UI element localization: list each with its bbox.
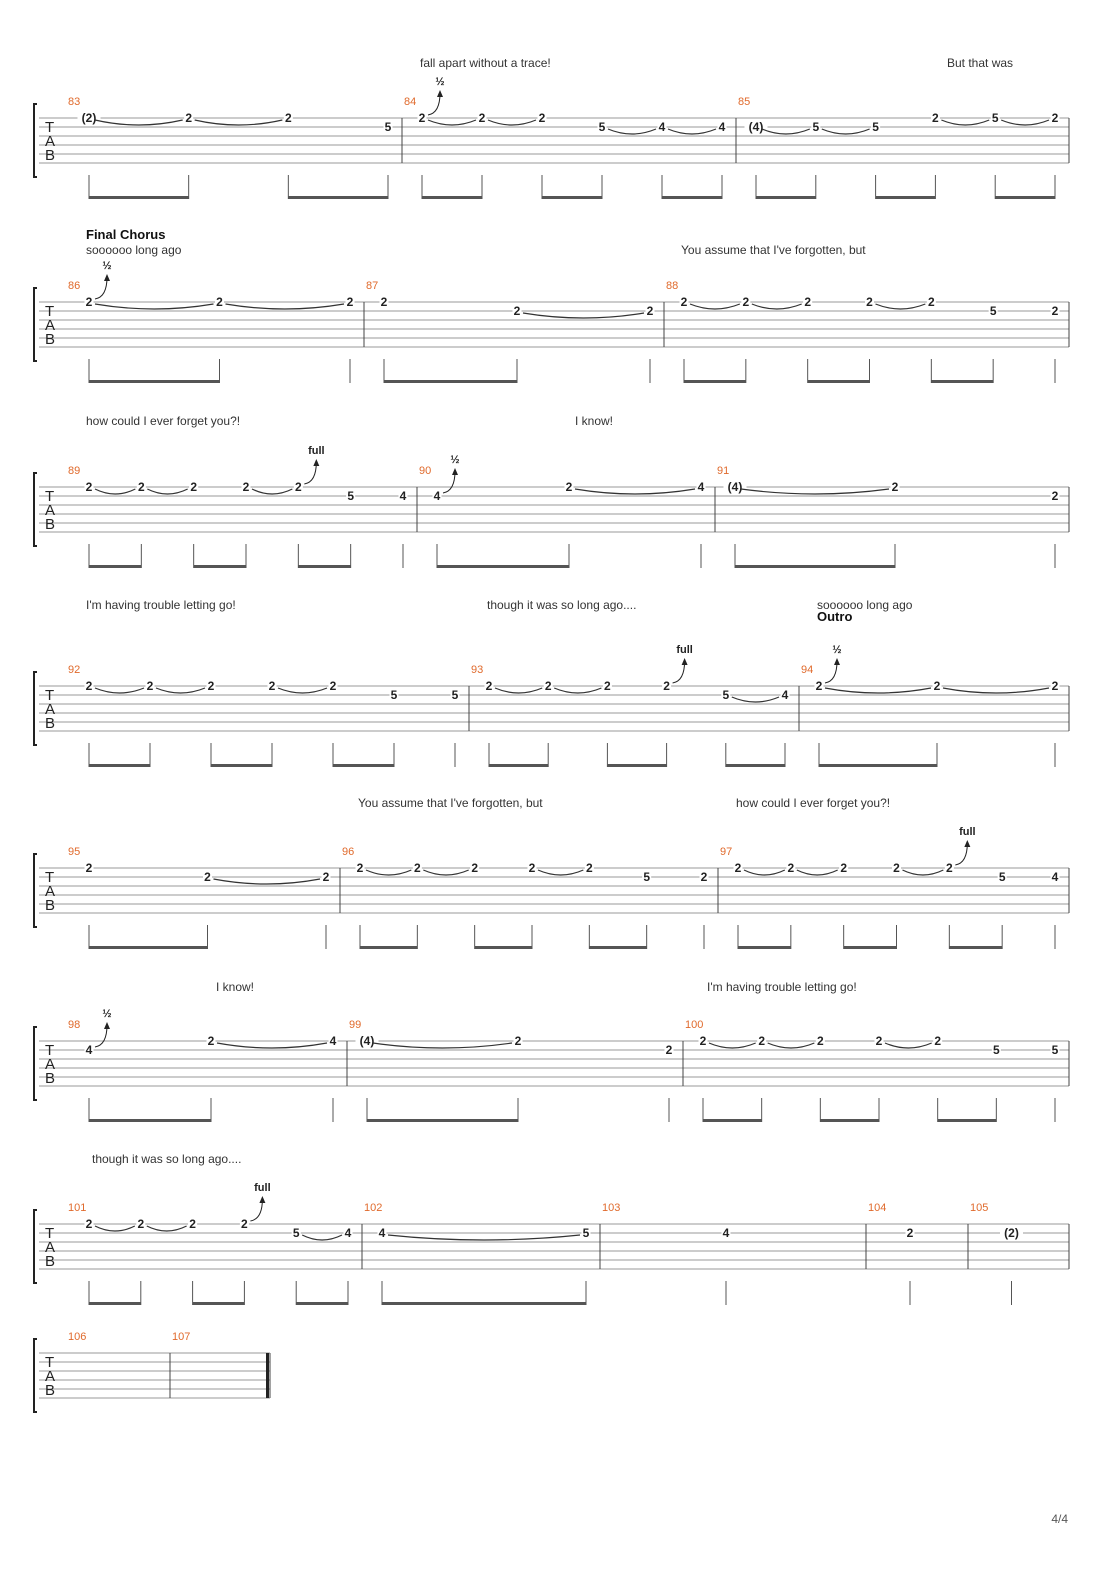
fret-number: 2 <box>380 295 388 309</box>
note-beam <box>820 1119 879 1122</box>
tab-clef-letter: B <box>45 1253 56 1270</box>
bend-label: ½ <box>102 1008 112 1020</box>
lyric-line: I'm having trouble letting go! <box>86 598 236 612</box>
fret-number: 5 <box>989 304 997 318</box>
section-label-outro: Outro <box>817 609 853 624</box>
fret-number: 2 <box>190 480 198 494</box>
fret-number: 2 <box>891 480 899 494</box>
note-beam <box>89 196 189 199</box>
tie-arc <box>608 129 656 134</box>
lyric-line: I know! <box>575 414 614 428</box>
bend-label: full <box>959 826 976 838</box>
bar-number: 101 <box>68 1202 87 1214</box>
tab-clef-letter: T <box>45 1042 55 1059</box>
tie-arc <box>373 1043 512 1048</box>
fret-number: 4 <box>344 1226 352 1240</box>
fret-number: 2 <box>585 861 593 875</box>
note-beam <box>938 1119 997 1122</box>
bar-number: 93 <box>471 664 484 676</box>
note-beam <box>194 565 246 568</box>
tab-system <box>34 644 1069 767</box>
fret-number: 2 <box>927 295 935 309</box>
page-number: 4/4 <box>1051 1512 1068 1526</box>
fret-number: 5 <box>812 120 820 134</box>
fret-number: 2 <box>85 480 93 494</box>
bar-number: 86 <box>68 280 81 292</box>
system-bracket <box>34 1339 37 1412</box>
tie-arc <box>523 313 644 318</box>
lyric-line: fall apart without a trace! <box>420 56 551 70</box>
fret-number: (4) <box>359 1034 375 1048</box>
bar-number: 92 <box>68 664 81 676</box>
fret-number: 4 <box>433 489 441 503</box>
bar-number: 107 <box>172 1331 191 1343</box>
tie-arc <box>156 688 205 693</box>
fret-number: 2 <box>544 679 552 693</box>
fret-number: (4) <box>748 120 764 134</box>
tab-system <box>34 76 1069 199</box>
note-beam <box>995 196 1055 199</box>
fret-number: 2 <box>85 861 93 875</box>
system-bracket <box>34 288 37 361</box>
tie-arc <box>554 688 601 693</box>
note-beam <box>542 196 602 199</box>
bend-label: ½ <box>450 454 460 466</box>
tie-arc <box>147 489 187 494</box>
bend-label: full <box>254 1182 271 1194</box>
fret-number: 2 <box>538 111 546 125</box>
lyric-line: though it was so long ago.... <box>487 598 637 612</box>
lyric-line: though it was so long ago.... <box>92 1152 242 1166</box>
fret-number: 2 <box>471 861 479 875</box>
fret-number: 2 <box>207 1034 215 1048</box>
fret-number: 5 <box>1051 1043 1059 1057</box>
fret-number: 2 <box>734 861 742 875</box>
lyric-line: soooooo long ago <box>817 598 913 612</box>
note-beam <box>684 380 746 383</box>
fret-number: 2 <box>663 679 670 693</box>
fret-number: 2 <box>700 870 708 884</box>
tab-clef-letter: A <box>45 1368 56 1385</box>
note-beam <box>726 764 785 767</box>
fret-number: 2 <box>513 304 521 318</box>
bar-number: 89 <box>68 465 81 477</box>
fret-number: 2 <box>216 295 223 309</box>
tie-arc <box>825 688 931 693</box>
tab-system <box>34 1008 1069 1122</box>
system-bracket <box>34 104 37 177</box>
tab-clef-letter: B <box>45 147 56 164</box>
note-beam <box>819 764 937 767</box>
bend-label: ½ <box>832 644 842 656</box>
fret-number: (2) <box>1004 1226 1019 1240</box>
tab-clef-letter: B <box>45 1070 56 1087</box>
tab-clef-letter: B <box>45 897 56 914</box>
tab-clef-letter: A <box>45 502 56 519</box>
fret-number: 2 <box>758 1034 766 1048</box>
bend-label: full <box>676 644 693 656</box>
tie-arc <box>822 129 870 134</box>
note-beam <box>382 1302 586 1305</box>
fret-number: 2 <box>646 304 654 318</box>
fret-number: 2 <box>816 1034 824 1048</box>
note-beam <box>296 1302 348 1305</box>
fret-number: 2 <box>514 1034 522 1048</box>
tie-arc <box>366 870 411 875</box>
fret-number: 4 <box>718 120 726 134</box>
fret-number: 2 <box>866 295 873 309</box>
tie-arc <box>495 688 542 693</box>
note-beam <box>422 196 482 199</box>
lyric-line: how could I ever forget you?! <box>736 796 891 810</box>
tie-arc <box>668 129 716 134</box>
bar-number: 84 <box>404 96 417 108</box>
fret-number: 5 <box>451 688 459 702</box>
fret-number: 2 <box>604 679 611 693</box>
fret-number: 2 <box>665 1043 673 1057</box>
lyric-line: You assume that I've forgotten, but <box>358 796 543 810</box>
bar-number: 96 <box>342 846 355 858</box>
lyric-line: But that was <box>947 56 1014 70</box>
bend-arrowhead <box>682 658 688 665</box>
fret-number: 2 <box>137 480 145 494</box>
bend-arrowhead <box>964 840 970 847</box>
lyric-line: how could I ever forget you?! <box>86 414 241 428</box>
tie-arc <box>217 1043 327 1048</box>
fret-number: 2 <box>906 1226 914 1240</box>
tie-arc <box>876 304 926 309</box>
system-bracket <box>34 1027 37 1100</box>
fret-number: 2 <box>485 679 493 693</box>
tie-arc <box>762 129 810 134</box>
note-beam <box>211 764 272 767</box>
tab-clef-letter: A <box>45 1056 56 1073</box>
fret-number: (4) <box>727 480 743 494</box>
note-beam <box>844 946 897 949</box>
fret-number: 2 <box>242 480 250 494</box>
fret-number: 4 <box>1051 870 1059 884</box>
tie-arc <box>278 688 327 693</box>
fret-number: 2 <box>565 480 573 494</box>
tab-clef-letter: T <box>45 1354 55 1371</box>
tie-arc <box>885 1043 932 1048</box>
bar-number: 90 <box>419 465 432 477</box>
fret-number: 2 <box>322 870 330 884</box>
fret-number: 5 <box>347 489 355 503</box>
note-beam <box>437 565 569 568</box>
tab-clef-letter: B <box>45 331 56 348</box>
fret-number: 2 <box>294 480 302 494</box>
fret-number: 4 <box>85 1043 93 1057</box>
fret-number: 2 <box>189 1217 196 1231</box>
bar-number: 88 <box>666 280 679 292</box>
bend-arrowhead <box>259 1196 265 1203</box>
bar-number: 100 <box>685 1019 704 1031</box>
tie-arc <box>95 688 144 693</box>
note-beam <box>89 565 141 568</box>
note-beam <box>756 196 816 199</box>
fret-number: 5 <box>872 120 879 134</box>
note-beam <box>288 196 388 199</box>
note-beam <box>89 380 220 383</box>
fret-number: 2 <box>241 1217 248 1231</box>
note-beam <box>89 946 208 949</box>
tab-clef-letter: T <box>45 303 55 320</box>
bar-number: 105 <box>970 1202 989 1214</box>
fret-number: 2 <box>804 295 812 309</box>
fret-number: 4 <box>697 480 705 494</box>
note-beam <box>367 1119 518 1122</box>
fret-number: 2 <box>815 679 823 693</box>
system-bracket <box>34 1210 37 1283</box>
fret-number: 5 <box>643 870 651 884</box>
tie-arc <box>95 304 214 309</box>
fret-number: 2 <box>1051 489 1059 503</box>
tab-clef-letter: T <box>45 869 55 886</box>
fret-number: 4 <box>399 489 407 503</box>
fret-number: 2 <box>875 1034 883 1048</box>
final-barline <box>266 1353 269 1398</box>
fret-number: 5 <box>390 688 398 702</box>
bar-number: 99 <box>349 1019 362 1031</box>
fret-number: 2 <box>207 679 215 693</box>
fret-number: 2 <box>933 679 941 693</box>
tie-arc <box>302 1235 342 1240</box>
fret-number: 2 <box>1051 111 1059 125</box>
fret-number: (2) <box>81 111 97 125</box>
lyric-line: I know! <box>216 980 255 994</box>
note-beam <box>360 946 417 949</box>
fret-number: 5 <box>598 120 606 134</box>
fret-number: 5 <box>722 688 730 702</box>
fret-number: 2 <box>945 861 953 875</box>
tab-clef-letter: T <box>45 119 55 136</box>
fret-number: 2 <box>146 679 154 693</box>
system-bracket <box>34 672 37 745</box>
tab-clef-letter: A <box>45 317 56 334</box>
tie-arc <box>741 489 889 494</box>
tie-arc <box>95 120 183 125</box>
fret-number: 4 <box>378 1226 386 1240</box>
tab-clef-letter: A <box>45 883 56 900</box>
tab-system <box>34 826 1069 949</box>
bend-arrowhead <box>834 658 840 665</box>
fret-number: 5 <box>292 1226 300 1240</box>
tie-arc <box>575 489 695 494</box>
tie-arc <box>903 870 944 875</box>
bar-number: 97 <box>720 846 733 858</box>
note-beam <box>589 946 646 949</box>
lyric-line: I'm having trouble letting go! <box>707 980 857 994</box>
tab-clef-letter: T <box>45 1225 55 1242</box>
tab-clef-letter: B <box>45 1382 56 1399</box>
fret-number: 2 <box>284 111 292 125</box>
fret-number: 2 <box>204 870 211 884</box>
fret-number: 2 <box>137 1217 145 1231</box>
fret-number: 2 <box>268 679 276 693</box>
fret-number: 2 <box>418 111 426 125</box>
tab-clef-letter: T <box>45 488 55 505</box>
bar-number: 95 <box>68 846 81 858</box>
fret-number: 2 <box>699 1034 707 1048</box>
fret-number: 4 <box>722 1226 730 1240</box>
note-beam <box>949 946 1002 949</box>
note-beam <box>298 565 350 568</box>
fret-number: 2 <box>413 861 421 875</box>
tab-clef-letter: A <box>45 1239 56 1256</box>
tie-arc <box>1001 120 1049 125</box>
tab-system <box>34 445 1069 568</box>
tie-arc <box>423 870 468 875</box>
fret-number: 5 <box>384 120 392 134</box>
lyric-line: You assume that I've forgotten, but <box>681 243 866 257</box>
bend-arrowhead <box>104 274 110 281</box>
bar-number: 102 <box>364 1202 383 1214</box>
fret-number: 2 <box>346 295 354 309</box>
note-beam <box>876 196 936 199</box>
note-beam <box>931 380 993 383</box>
fret-number: 2 <box>680 295 688 309</box>
note-beam <box>193 1302 245 1305</box>
fret-number: 2 <box>85 295 93 309</box>
fret-number: 2 <box>840 861 848 875</box>
fret-number: 4 <box>658 120 666 134</box>
tie-arc <box>732 697 779 702</box>
system-bracket <box>34 854 37 927</box>
bend-label: ½ <box>435 76 445 88</box>
tie-arc <box>428 120 476 125</box>
tab-clef-letter: B <box>45 715 56 732</box>
tie-arc <box>95 1226 135 1231</box>
tab-system <box>34 260 1069 383</box>
bend-arrowhead <box>313 459 319 466</box>
note-beam <box>735 565 895 568</box>
tie-arc <box>690 304 740 309</box>
fret-number: 2 <box>528 861 536 875</box>
tie-arc <box>147 1226 187 1231</box>
note-beam <box>89 764 150 767</box>
tie-arc <box>709 1043 756 1048</box>
system-bracket <box>34 473 37 546</box>
note-beam <box>738 946 791 949</box>
tie-arc <box>488 120 536 125</box>
fret-number: 5 <box>991 111 999 125</box>
fret-number: 2 <box>742 295 750 309</box>
bend-label: full <box>308 445 325 457</box>
lyric-line: soooooo long ago <box>86 243 182 257</box>
tie-arc <box>752 304 802 309</box>
tab-system <box>34 1182 1069 1305</box>
fret-number: 2 <box>893 861 900 875</box>
tab-clef-letter: B <box>45 516 56 533</box>
tie-arc <box>538 870 583 875</box>
note-beam <box>607 764 666 767</box>
tie-arc <box>797 870 838 875</box>
bend-arrowhead <box>104 1022 110 1029</box>
fret-number: 4 <box>781 688 789 702</box>
fret-number: 2 <box>85 1217 93 1231</box>
fret-number: 5 <box>992 1043 1000 1057</box>
note-beam <box>475 946 532 949</box>
note-beam <box>662 196 722 199</box>
bar-number: 85 <box>738 96 751 108</box>
tie-arc <box>95 489 135 494</box>
tab-clef-letter: T <box>45 687 55 704</box>
fret-number: 2 <box>185 111 193 125</box>
bar-number: 106 <box>68 1331 87 1343</box>
tie-arc <box>941 120 989 125</box>
fret-number: 5 <box>998 870 1006 884</box>
tie-arc <box>214 879 321 884</box>
note-beam <box>703 1119 762 1122</box>
note-beam <box>89 1302 141 1305</box>
fret-number: 2 <box>932 111 939 125</box>
fret-number: 2 <box>356 861 364 875</box>
fret-number: 2 <box>1051 679 1059 693</box>
tie-arc <box>226 304 345 309</box>
tie-arc <box>768 1043 815 1048</box>
fret-number: 2 <box>85 679 93 693</box>
bar-number: 104 <box>868 1202 887 1214</box>
fret-number: 2 <box>934 1034 942 1048</box>
note-beam <box>808 380 870 383</box>
fret-number: 2 <box>787 861 795 875</box>
tie-arc <box>388 1235 580 1240</box>
bar-number: 87 <box>366 280 379 292</box>
fret-number: 4 <box>329 1034 337 1048</box>
bend-label: ½ <box>102 260 112 272</box>
bar-number: 103 <box>602 1202 621 1214</box>
tie-arc <box>252 489 292 494</box>
tab-system <box>34 1331 270 1412</box>
fret-number: 2 <box>478 111 486 125</box>
bend-arrowhead <box>452 468 458 475</box>
fret-number: 5 <box>582 1226 590 1240</box>
bend-arrowhead <box>437 90 443 97</box>
note-beam <box>489 764 548 767</box>
tab-clef-letter: A <box>45 133 56 150</box>
fret-number: 2 <box>329 679 337 693</box>
bar-number: 83 <box>68 96 81 108</box>
fret-number: 2 <box>1051 304 1059 318</box>
bar-number: 98 <box>68 1019 81 1031</box>
tie-arc <box>744 870 785 875</box>
note-beam <box>89 1119 211 1122</box>
note-beam <box>333 764 394 767</box>
tie-arc <box>195 120 283 125</box>
bar-number: 91 <box>717 465 730 477</box>
tie-arc <box>943 688 1049 693</box>
tab-clef-letter: A <box>45 701 56 718</box>
note-beam <box>384 380 517 383</box>
bar-number: 94 <box>801 664 814 676</box>
section-label-final-chorus: Final Chorus <box>86 227 166 242</box>
